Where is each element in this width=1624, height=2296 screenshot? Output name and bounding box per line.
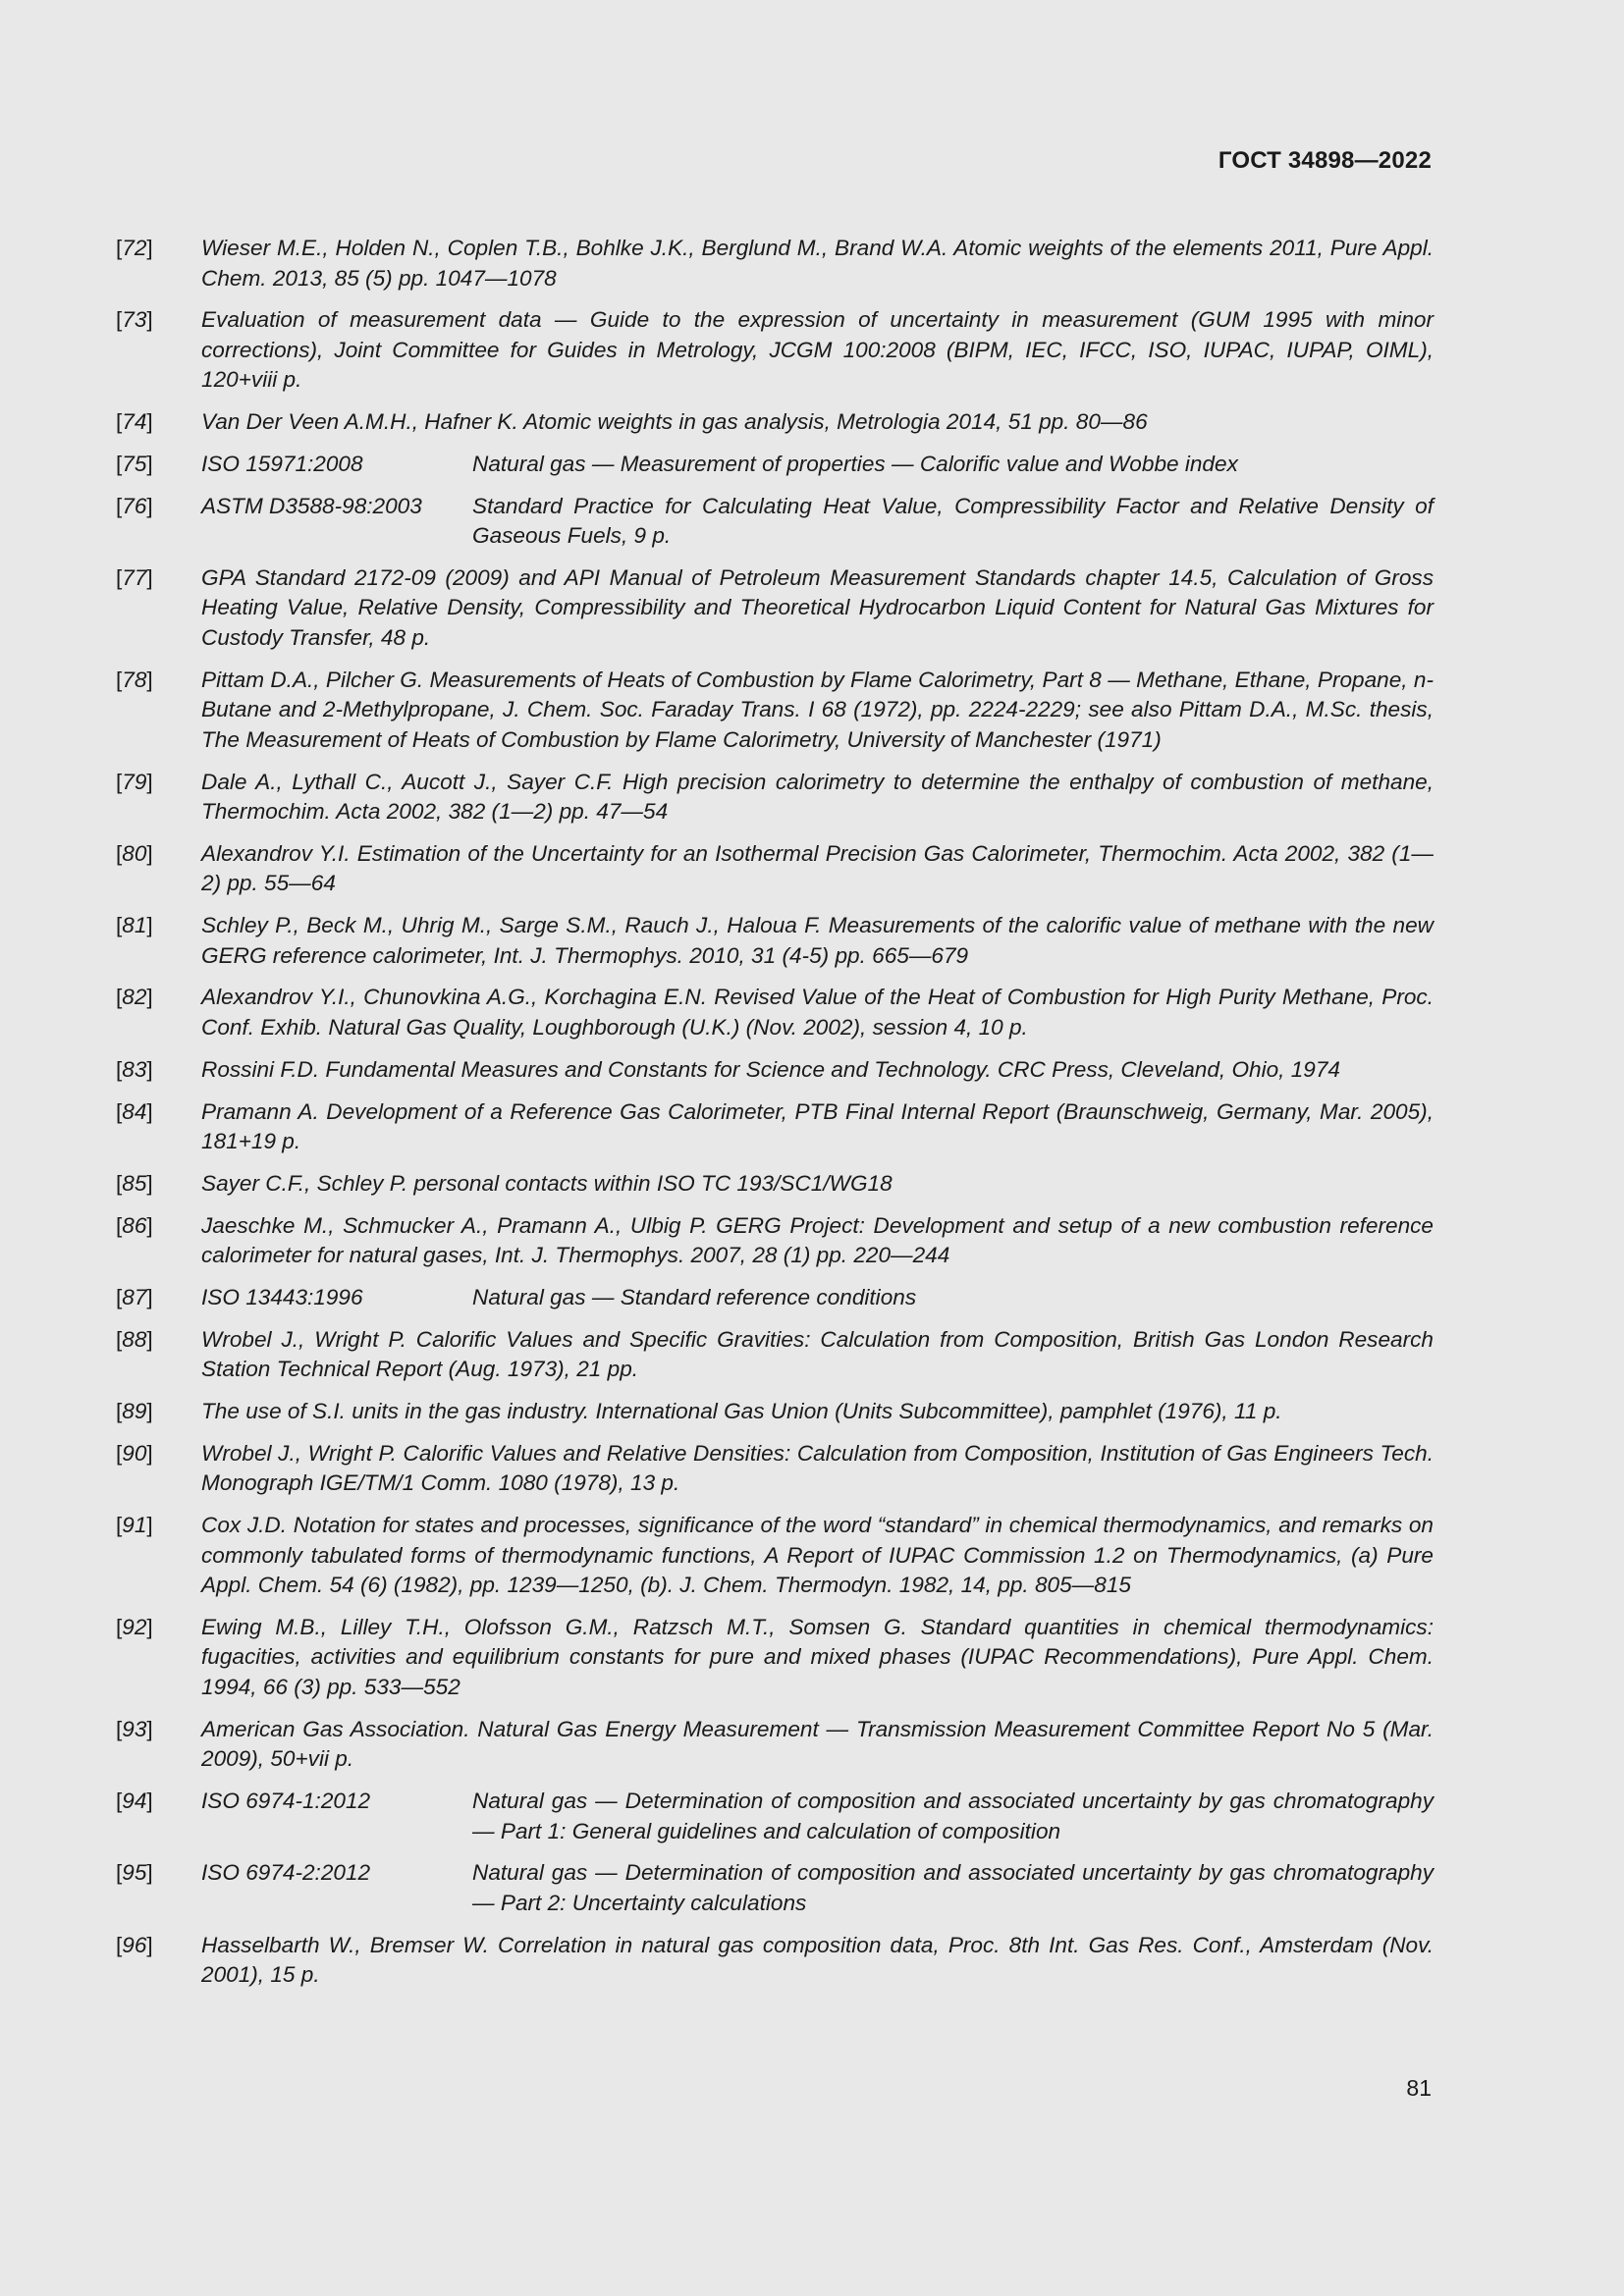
reference-number: [75] <box>116 451 153 476</box>
reference-item <box>116 1439 1434 1499</box>
reference-number: [73] <box>116 307 153 333</box>
standard-reference <box>201 1283 1434 1313</box>
standard-title: Natural gas — Determination of composition and associated uncertainty by gas chromatography — Part 2: Uncertainty calculations <box>472 1860 1434 1915</box>
reference-number: [85] <box>116 1170 153 1196</box>
reference-item <box>116 305 1434 396</box>
reference-item <box>116 983 1434 1042</box>
reference-number: [72] <box>116 236 153 260</box>
reference-text: Alexandrov Y.I., Chunovkina A.G., Korchagina E.N. Revised Value of the Heat of Combustion for High Purity Methane, Proc. Conf. Exhib. Natural Gas Quality, Loughborough (U.K.) (Nov. 2002), session 4, 10 p. <box>201 985 1434 1040</box>
reference-number: [89] <box>116 1399 153 1424</box>
reference-item <box>116 1715 1434 1775</box>
reference-item <box>116 1283 1434 1313</box>
standard-code: ISO 13443:1996 <box>201 1284 363 1309</box>
standard-reference <box>201 450 1434 480</box>
reference-item <box>116 1931 1434 1991</box>
reference-item <box>116 1397 1434 1427</box>
standard-title: Natural gas — Determination of composition and associated uncertainty by gas chromatography — Part 1: General guidelines and calculation of composition <box>472 1789 1434 1843</box>
reference-item <box>116 1511 1434 1601</box>
reference-number: [81] <box>116 913 153 938</box>
reference-number: [83] <box>116 1056 153 1082</box>
reference-text: The use of S.I. units in the gas industry. International Gas Union (Units Subcommittee), pamphlet (1976), 11 p. <box>201 1399 1282 1424</box>
reference-item <box>116 911 1434 971</box>
reference-item <box>116 1787 1434 1846</box>
reference-text: Wieser M.E., Holden N., Coplen T.B., Bohlke J.K., Berglund M., Brand W.A. Atomic weights of the elements 2011, Pure Appl. Chem. 2013, 85 (5) pp. 1047—1078 <box>201 236 1434 291</box>
reference-item <box>116 1613 1434 1703</box>
standard-reference <box>201 1858 1434 1918</box>
reference-number: [84] <box>116 1098 153 1124</box>
reference-text: Wrobel J., Wright P. Calorific Values and Relative Densities: Calculation from Composition, Institution of Gas Engineers Tech. Monograph IGE/TM/1 Comm. 1080 (1978), 13 p. <box>201 1440 1434 1496</box>
reference-text: Dale A., Lythall C., Aucott J., Sayer C.F. High precision calorimetry to determine the enthalpy of combustion of methane, Thermochim. Acta 2002, 382 (1—2) pp. 47—54 <box>201 769 1434 825</box>
reference-text: Ewing M.B., Lilley T.H., Olofsson G.M., Ratzsch M.T., Somsen G. Standard quantities in chemical thermodynamics: fugacities, activities and equilibrium constants for pure and mixed phases (IUPAC Recommendations), Pure Appl. Chem. 1994, 66 (3) pp. 533—552 <box>201 1614 1434 1699</box>
reference-text: Sayer C.F., Schley P. personal contacts within ISO TC 193/SC1/WG18 <box>201 1170 893 1196</box>
reference-number: [77] <box>116 564 153 590</box>
reference-number: [95] <box>116 1860 153 1886</box>
document-header: ГОСТ 34898—2022 <box>1218 147 1432 174</box>
reference-text: Pramann A. Development of a Reference Gas Calorimeter, PTB Final Internal Report (Braunschweig, Germany, Mar. 2005), 181+19 p. <box>201 1098 1434 1154</box>
standard-title: Natural gas — Measurement of properties — Calorific value and Wobbe index <box>472 451 1238 476</box>
standard-reference <box>201 1787 1434 1846</box>
reference-item <box>116 768 1434 828</box>
reference-text: Cox J.D. Notation for states and processes, significance of the word “standard” in chemical thermodynamics, and remarks on commonly tabulated forms of thermodynamic functions, A Report of IUPAC Commission 1.2 on Thermodynamics, (a) Pure Appl. Chem. 54 (6) (1982), pp. 1239—1250, (b). J. Chem. Thermodyn. 1982, 14, pp. 805—815 <box>201 1513 1434 1598</box>
standard-code: ISO 6974-1:2012 <box>201 1789 371 1814</box>
reference-number: [80] <box>116 840 153 866</box>
reference-text: Evaluation of measurement data — Guide to the expression of uncertainty in measurement (GUM 1995 with minor corrections), Joint Committee for Guides in Metrology, JCGM 100:2008 (BIPM, IEC, IFCC, ISO, IUPAC, IUPAP, OIML), 120+viii p. <box>201 307 1434 393</box>
reference-item <box>116 666 1434 756</box>
reference-item <box>116 234 1434 294</box>
reference-text: GPA Standard 2172-09 (2009) and API Manual of Petroleum Measurement Standards chapter 14.5, Calculation of Gross Heating Value, Relative Density, Compressibility and Theoretical Hydrocarbon Liquid Content for Natural Gas Mixtures for Custody Transfer, 48 p. <box>201 564 1434 650</box>
reference-number: [88] <box>116 1326 153 1352</box>
reference-item <box>116 839 1434 899</box>
reference-number: [79] <box>116 769 153 794</box>
reference-number: [96] <box>116 1932 153 1957</box>
reference-item <box>116 407 1434 438</box>
reference-text: Pittam D.A., Pilcher G. Measurements of Heats of Combustion by Flame Calorimetry, Part 8 — Methane, Ethane, Propane, n-Butane and 2-Methylpropane, J. Chem. Soc. Faraday Trans. I 68 (1972), pp. 2224-2229; see also Pittam D.A., M.Sc. thesis, The Measurement of Heats of Combustion by Flame Calorimetry, University of Manchester (1971) <box>201 667 1434 752</box>
standard-code: ASTM D3588-98:2003 <box>201 493 422 518</box>
reference-number: [90] <box>116 1440 153 1466</box>
reference-number: [78] <box>116 667 153 692</box>
reference-item <box>116 1055 1434 1086</box>
reference-number: [82] <box>116 985 153 1010</box>
reference-number: [92] <box>116 1614 153 1639</box>
reference-list <box>116 234 1434 2002</box>
reference-item <box>116 492 1434 552</box>
reference-number: [94] <box>116 1789 153 1814</box>
reference-text: Schley P., Beck M., Uhrig M., Sarge S.M., Rauch J., Haloua F. Measurements of the calorific value of methane with the new GERG reference calorimeter, Int. J. Thermophys. 2010, 31 (4-5) pp. 665—679 <box>201 913 1434 968</box>
reference-text: Jaeschke M., Schmucker A., Pramann A., Ulbig P. GERG Project: Development and setup of a new combustion reference calorimeter for natural gases, Int. J. Thermophys. 2007, 28 (1) pp. 220—244 <box>201 1212 1434 1268</box>
reference-number: [91] <box>116 1513 153 1538</box>
reference-number: [93] <box>116 1716 153 1741</box>
reference-item <box>116 1325 1434 1385</box>
reference-text: Rossini F.D. Fundamental Measures and Constants for Science and Technology. CRC Press, Cleveland, Ohio, 1974 <box>201 1056 1341 1082</box>
standard-reference <box>201 492 1434 552</box>
reference-item <box>116 1169 1434 1200</box>
reference-text: Van Der Veen A.M.H., Hafner K. Atomic weights in gas analysis, Metrologia 2014, 51 pp. 80—86 <box>201 409 1148 435</box>
page-number: 81 <box>1406 2075 1432 2101</box>
reference-text: Alexandrov Y.I. Estimation of the Uncertainty for an Isothermal Precision Gas Calorimeter, Thermochim. Acta 2002, 382 (1—2) pp. 55—64 <box>201 840 1434 896</box>
reference-item <box>116 450 1434 480</box>
reference-number: [76] <box>116 493 153 518</box>
reference-text: Wrobel J., Wright P. Calorific Values and Specific Gravities: Calculation from Composition, British Gas London Research Station Technical Report (Aug. 1973), 21 pp. <box>201 1326 1434 1382</box>
reference-item <box>116 1097 1434 1157</box>
reference-number: [86] <box>116 1212 153 1238</box>
reference-item <box>116 563 1434 654</box>
standard-code: ISO 6974-2:2012 <box>201 1860 371 1886</box>
reference-item <box>116 1858 1434 1918</box>
reference-text: Hasselbarth W., Bremser W. Correlation in natural gas composition data, Proc. 8th Int. Gas Res. Conf., Amsterdam (Nov. 2001), 15 p. <box>201 1932 1434 1988</box>
reference-text: American Gas Association. Natural Gas Energy Measurement — Transmission Measurement Committee Report No 5 (Mar. 2009), 50+vii p. <box>201 1716 1434 1772</box>
standard-title: Natural gas — Standard reference conditions <box>472 1284 917 1309</box>
standard-code: ISO 15971:2008 <box>201 451 363 476</box>
reference-item <box>116 1211 1434 1271</box>
reference-number: [74] <box>116 409 153 435</box>
reference-number: [87] <box>116 1284 153 1309</box>
standard-title: Standard Practice for Calculating Heat Value, Compressibility Factor and Relative Density of Gaseous Fuels, 9 p. <box>472 493 1434 549</box>
